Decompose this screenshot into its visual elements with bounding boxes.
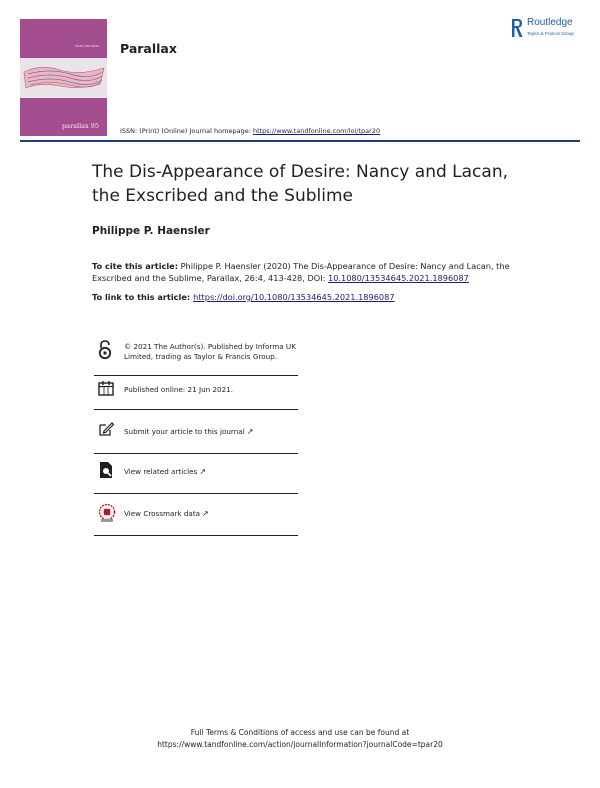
info-divider [94, 535, 298, 536]
calendar-icon [98, 380, 114, 396]
related-articles-label: View related articles [124, 467, 198, 476]
article-author: Philippe P. Haensler [92, 225, 210, 237]
open-access-lock-icon [98, 340, 112, 360]
published-date: Published online: 21 Jun 2021. [124, 385, 234, 394]
cover-artwork [20, 58, 107, 98]
article-title-line-2: the Exscribed and the Sublime [92, 186, 353, 206]
cover-title: parallax 95 [62, 122, 100, 130]
footer-terms-text: Full Terms & Conditions of access and use can be found at [190, 728, 410, 737]
routledge-logo-icon [510, 17, 524, 39]
external-link-icon: ↗ [199, 467, 207, 476]
publisher-tagline: Taylor & Francis Group [527, 31, 574, 36]
info-divider [94, 493, 298, 494]
page-footer [0, 727, 600, 751]
external-link-icon: ↗ [202, 509, 209, 518]
journal-cover-image [20, 19, 107, 136]
header-divider [20, 140, 580, 142]
submit-article-link[interactable] [124, 427, 296, 437]
document-search-icon [98, 461, 114, 479]
submit-article-label: Submit your article to this journal [124, 427, 245, 436]
open-access-text: © 2021 The Author(s). Published by Informa UK Limited, trading as Taylor & Francis Group. [124, 342, 296, 361]
citation-label: To cite this article: [92, 261, 178, 271]
crossmark-label: View Crossmark data [124, 509, 201, 518]
article-doi-url[interactable]: https://doi.org/10.1080/13534645.2021.1896087 [193, 292, 395, 302]
citation-block [92, 261, 522, 284]
crossmark-icon [98, 503, 116, 523]
publisher-brand: Routledge [527, 17, 573, 28]
journal-homepage-link[interactable]: https://www.tandfonline.com/loi/tpar20 [252, 127, 381, 135]
article-title-line-1: The Dis-Appearance of Desire: Nancy and Lacan, [92, 162, 508, 182]
edit-pencil-icon [98, 421, 114, 437]
article-title [92, 160, 532, 208]
info-divider [94, 453, 298, 454]
publisher-logo [510, 17, 590, 41]
external-link-icon: ↗ [246, 427, 254, 436]
issn-line [120, 127, 380, 135]
article-link-label: To link to this article: [92, 292, 191, 302]
info-divider [94, 375, 298, 376]
journal-title: Parallax [120, 41, 177, 56]
related-articles-link[interactable] [124, 467, 296, 477]
footer-terms-url[interactable]: https://www.tandfonline.com/action/journalInformation?journalCode=tpar20 [157, 740, 443, 749]
crossmark-link[interactable] [124, 509, 296, 519]
citation-text: Philippe P. Haensler (2020) The Dis-Appearance of Desire: Nancy and Lacan, the Exscribed and the Sublime, Parallax, 26:4, 413-428, DOI: [92, 261, 510, 283]
cover-small-label: ISSN 1353-4645 [75, 44, 100, 48]
issn-prefix: ISSN: (Print) (Online) Journal homepage: [120, 127, 253, 135]
article-link-line [92, 292, 395, 302]
citation-doi-link[interactable]: 10.1080/13534645.2021.1896087 [327, 272, 469, 283]
info-divider [94, 409, 298, 410]
